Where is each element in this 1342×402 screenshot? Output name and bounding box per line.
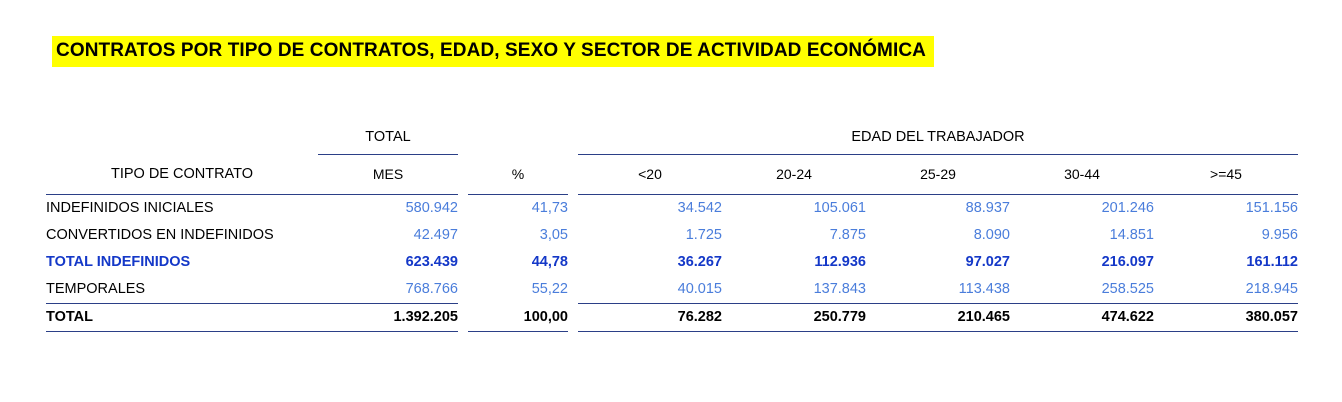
row-age-4: 9.956: [1261, 227, 1298, 243]
row-label: CONVERTIDOS EN INDEFINIDOS: [46, 227, 274, 243]
table-row: [46, 194, 1298, 222]
gap-cell: [568, 249, 578, 276]
row-age-3: 474.622: [1010, 303, 1154, 331]
table-row: [46, 222, 1298, 249]
table-row: [46, 249, 1298, 276]
row-age-4: 218.945: [1154, 276, 1298, 304]
row-age-4: 161.112: [1246, 254, 1298, 270]
empty-corner: [46, 120, 318, 154]
row-age-2: 88.937: [965, 200, 1010, 216]
row-age-2: 210.465: [866, 303, 1010, 331]
table-row: [46, 276, 1298, 304]
column-header-age-2: 25-29: [866, 154, 1010, 194]
gap-2: [568, 120, 578, 154]
contracts-table: [46, 120, 1298, 332]
page-title: CONTRATOS POR TIPO DE CONTRATOS, EDAD, SEXO Y SECTOR DE ACTIVIDAD ECONÓMICA: [52, 36, 934, 67]
row-age-3: 258.525: [1010, 276, 1154, 304]
row-age-3: 216.097: [1101, 254, 1154, 270]
row-age-0: 76.282: [578, 303, 722, 331]
row-age-4: 151.156: [1245, 200, 1298, 216]
row-age-0: 40.015: [578, 276, 722, 304]
row-label: INDEFINIDOS INICIALES: [46, 200, 214, 216]
gap-2b: [568, 154, 578, 194]
row-mes: 623.439: [405, 254, 458, 270]
gap-cell: [458, 303, 468, 331]
column-header-age-4: >=45: [1154, 154, 1298, 194]
row-age-2: 113.438: [866, 276, 1010, 304]
row-age-1: 7.875: [829, 227, 866, 243]
row-age-0: 1.725: [685, 227, 722, 243]
row-age-3: 201.246: [1101, 200, 1154, 216]
row-mes: 580.942: [405, 200, 458, 216]
row-label: TEMPORALES: [46, 276, 318, 304]
row-age-3: 14.851: [1109, 227, 1154, 243]
gap-1b: [458, 154, 468, 194]
row-age-1: 250.779: [722, 303, 866, 331]
table-row: [46, 303, 1298, 331]
row-age-1: 112.936: [814, 254, 866, 270]
gap-cell: [568, 194, 578, 222]
gap-cell: [458, 249, 468, 276]
row-age-2: 8.090: [973, 227, 1010, 243]
row-mes: 42.497: [413, 227, 458, 243]
gap-cell: [568, 303, 578, 331]
row-mes: 1.392.205: [318, 303, 458, 331]
gap-cell: [458, 222, 468, 249]
column-header-age-0: <20: [578, 154, 722, 194]
column-header-pct: %: [468, 154, 568, 194]
row-pct: 55,22: [531, 281, 568, 298]
pct-header-spacer: [468, 120, 568, 154]
row-age-1: 137.843: [722, 276, 866, 304]
column-header-age-3: 30-44: [1010, 154, 1154, 194]
gap-cell: [458, 194, 468, 222]
gap-cell: [568, 222, 578, 249]
row-age-4: 380.057: [1154, 303, 1298, 331]
row-age-2: 97.027: [965, 254, 1010, 270]
gap-cell: [458, 276, 468, 304]
column-header-tipo-contrato: TIPO DE CONTRATO: [46, 154, 318, 194]
column-header-age-1: 20-24: [722, 154, 866, 194]
row-pct: 41,73: [531, 200, 568, 216]
gap-1: [458, 120, 468, 154]
row-label: TOTAL: [46, 303, 318, 331]
group-header-total: TOTAL: [318, 120, 458, 154]
table-group-header-row: [46, 120, 1298, 154]
table-column-header-row: [46, 154, 1298, 194]
row-pct: 3,05: [539, 227, 568, 243]
gap-cell: [568, 276, 578, 304]
row-pct: 100,00: [468, 303, 568, 331]
group-header-age: EDAD DEL TRABAJADOR: [578, 120, 1298, 154]
row-age-1: 105.061: [813, 200, 866, 216]
row-pct: 44,78: [531, 254, 568, 270]
row-age-0: 36.267: [677, 254, 722, 270]
row-label: TOTAL INDEFINIDOS: [46, 254, 191, 270]
column-header-mes: MES: [318, 154, 458, 194]
row-age-0: 34.542: [677, 200, 722, 216]
row-mes: 768.766: [318, 276, 458, 304]
